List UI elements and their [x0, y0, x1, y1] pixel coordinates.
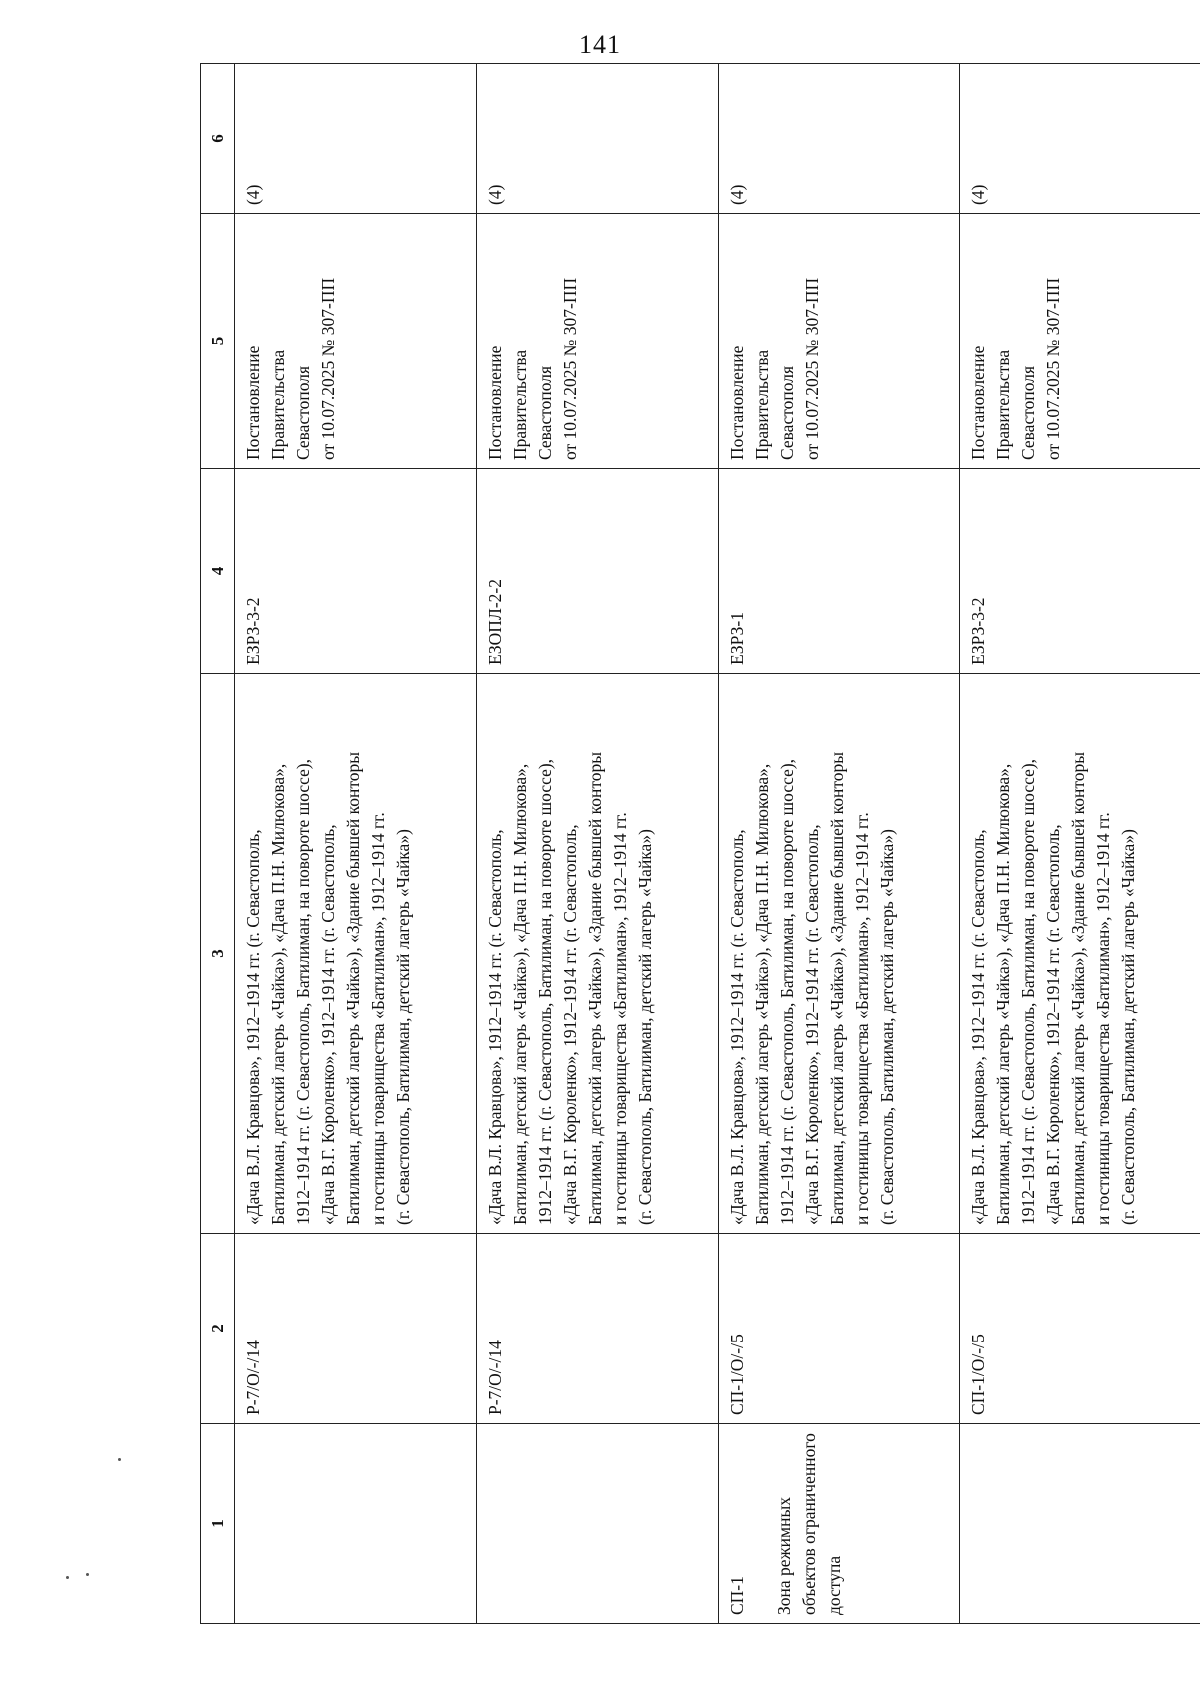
decree-cell: [235, 214, 477, 469]
description-line: 1912–1914 гг. (г. Севастополь, Батилиман, на повороте шоссе),: [1018, 758, 1039, 1225]
header-cell-4: 4: [201, 469, 235, 674]
table-row: [960, 64, 1200, 1624]
description-line: (г. Севастополь, Батилиман, детский лагерь «Чайка»): [876, 829, 897, 1225]
objects-description-cell: [235, 674, 477, 1234]
description-line: «Дача В.Л. Кравцова», 1912–1914 гг. (г. Севастополь,: [968, 829, 989, 1225]
description-line: и гостиницы товарищества «Батилиман», 1912–1914 гг.: [851, 812, 872, 1225]
subzone-code-cell: СП-1/О/-/5: [718, 1234, 960, 1424]
decree-line: от 10.07.2025 № 307-ПП: [559, 277, 580, 460]
scan-speck: [66, 1576, 69, 1579]
description-line: «Дача В.Л. Кравцова», 1912–1914 гг. (г. Севастополь,: [243, 829, 263, 1225]
regime-zone-code-cell: ЕЗРЗ-3-2: [960, 469, 1200, 674]
description-line: Батилиман, детский лагерь «Чайка»), «Здание бывшей конторы: [584, 751, 605, 1225]
decree-line: Правительства: [751, 349, 772, 460]
decree-line: Правительства: [509, 349, 530, 460]
table-row: [718, 64, 960, 1624]
decree-line: от 10.07.2025 № 307-ПП: [318, 277, 338, 460]
zone-name: Зона режимных объектов ограниченного доступа: [773, 1433, 844, 1615]
zone-code: СП-1: [726, 1576, 747, 1615]
decree-line: Севастополя: [1018, 365, 1039, 460]
objects-description-cell: [960, 674, 1200, 1234]
subzone-code-cell: СП-1/О/-/5: [960, 1234, 1200, 1424]
table-row: [476, 64, 718, 1624]
regulation-table: [200, 63, 1200, 1624]
decree-line: от 10.07.2025 № 307-ПП: [801, 277, 822, 460]
decree-cell: [718, 214, 960, 469]
description-line: «Дача В.Г. Короленко», 1912–1914 гг. (г. Севастополь,: [318, 824, 338, 1225]
decree-cell: [960, 214, 1200, 469]
description-line: «Дача В.Г. Короленко», 1912–1914 гг. (г. Севастополь,: [801, 824, 822, 1225]
subzone-code-cell: Р-7/О/-/14: [235, 1234, 477, 1424]
decree-line: от 10.07.2025 № 307-ПП: [1043, 277, 1064, 460]
description-line: Батилиман, детский лагерь «Чайка»), «Здание бывшей конторы: [343, 751, 363, 1225]
decree-line: Постановление: [726, 345, 747, 460]
note-cell: (4): [718, 64, 960, 214]
description-line: 1912–1914 гг. (г. Севастополь, Батилиман, на повороте шоссе),: [534, 758, 555, 1225]
description-line: и гостиницы товарищества «Батилиман», 1912–1914 гг.: [368, 812, 388, 1225]
description-line: Батилиман, детский лагерь «Чайка»), «Дача П.Н. Милюкова»,: [751, 763, 772, 1225]
subzone-code-cell: Р-7/О/-/14: [476, 1234, 718, 1424]
note-cell: (4): [476, 64, 718, 214]
header-cell-2: 2: [201, 1234, 235, 1424]
regime-zone-code-cell: ЕЗРЗ-1: [718, 469, 960, 674]
description-line: «Дача В.Г. Короленко», 1912–1914 гг. (г. Севастополь,: [559, 824, 580, 1225]
description-line: и гостиницы товарищества «Батилиман», 1912–1914 гг.: [609, 812, 630, 1225]
table-row: [235, 64, 477, 1624]
objects-description-cell: [718, 674, 960, 1234]
page-number: 141: [579, 30, 621, 59]
decree-line: Севастополя: [293, 365, 313, 460]
decree-line: Постановление: [968, 345, 989, 460]
description-line: Батилиман, детский лагерь «Чайка»), «Здание бывшей конторы: [826, 751, 847, 1225]
header-cell-3: 3: [201, 674, 235, 1234]
zone-cell: [960, 1424, 1200, 1624]
description-line: (г. Севастополь, Батилиман, детский лагерь «Чайка»): [634, 829, 655, 1225]
description-line: (г. Севастополь, Батилиман, детский лагерь «Чайка»): [393, 829, 413, 1225]
description-line: Батилиман, детский лагерь «Чайка»), «Дача П.Н. Милюкова»,: [993, 763, 1014, 1225]
description-line: «Дача В.Г. Короленко», 1912–1914 гг. (г. Севастополь,: [1043, 824, 1064, 1225]
description-line: Батилиман, детский лагерь «Чайка»), «Дача П.Н. Милюкова»,: [268, 763, 288, 1225]
regime-zone-code-cell: ЕЗРЗ-3-2: [235, 469, 477, 674]
scan-speck: [118, 1458, 121, 1461]
regime-zone-code-cell: ЕЗОПЛ-2-2: [476, 469, 718, 674]
description-line: (г. Севастополь, Батилиман, детский лагерь «Чайка»): [1118, 829, 1139, 1225]
header-cell-1: 1: [201, 1424, 235, 1624]
description-line: Батилиман, детский лагерь «Чайка»), «Здание бывшей конторы: [1068, 751, 1089, 1225]
description-line: 1912–1914 гг. (г. Севастополь, Батилиман, на повороте шоссе),: [293, 758, 313, 1225]
scan-speck: [86, 1573, 89, 1576]
header-cell-6: 6: [201, 64, 235, 214]
header-cell-5: 5: [201, 214, 235, 469]
decree-line: Правительства: [268, 349, 288, 460]
rotated-table-container: [200, 64, 1200, 1624]
description-line: 1912–1914 гг. (г. Севастополь, Батилиман, на повороте шоссе),: [776, 758, 797, 1225]
note-cell: (4): [960, 64, 1200, 214]
zone-cell: [718, 1424, 960, 1624]
decree-line: Севастополя: [776, 365, 797, 460]
note-cell: (4): [235, 64, 477, 214]
description-line: «Дача В.Л. Кравцова», 1912–1914 гг. (г. Севастополь,: [484, 829, 505, 1225]
objects-description-cell: [476, 674, 718, 1234]
zone-cell: [476, 1424, 718, 1624]
description-line: «Дача В.Л. Кравцова», 1912–1914 гг. (г. Севастополь,: [726, 829, 747, 1225]
description-line: и гостиницы товарищества «Батилиман», 1912–1914 гг.: [1093, 812, 1114, 1225]
decree-line: Постановление: [484, 345, 505, 460]
header-row: [201, 64, 235, 1624]
description-line: Батилиман, детский лагерь «Чайка»), «Дача П.Н. Милюкова»,: [509, 763, 530, 1225]
decree-line: Правительства: [993, 349, 1014, 460]
decree-cell: [476, 214, 718, 469]
decree-line: Постановление: [243, 345, 263, 460]
zone-cell: [235, 1424, 477, 1624]
decree-line: Севастополя: [534, 365, 555, 460]
